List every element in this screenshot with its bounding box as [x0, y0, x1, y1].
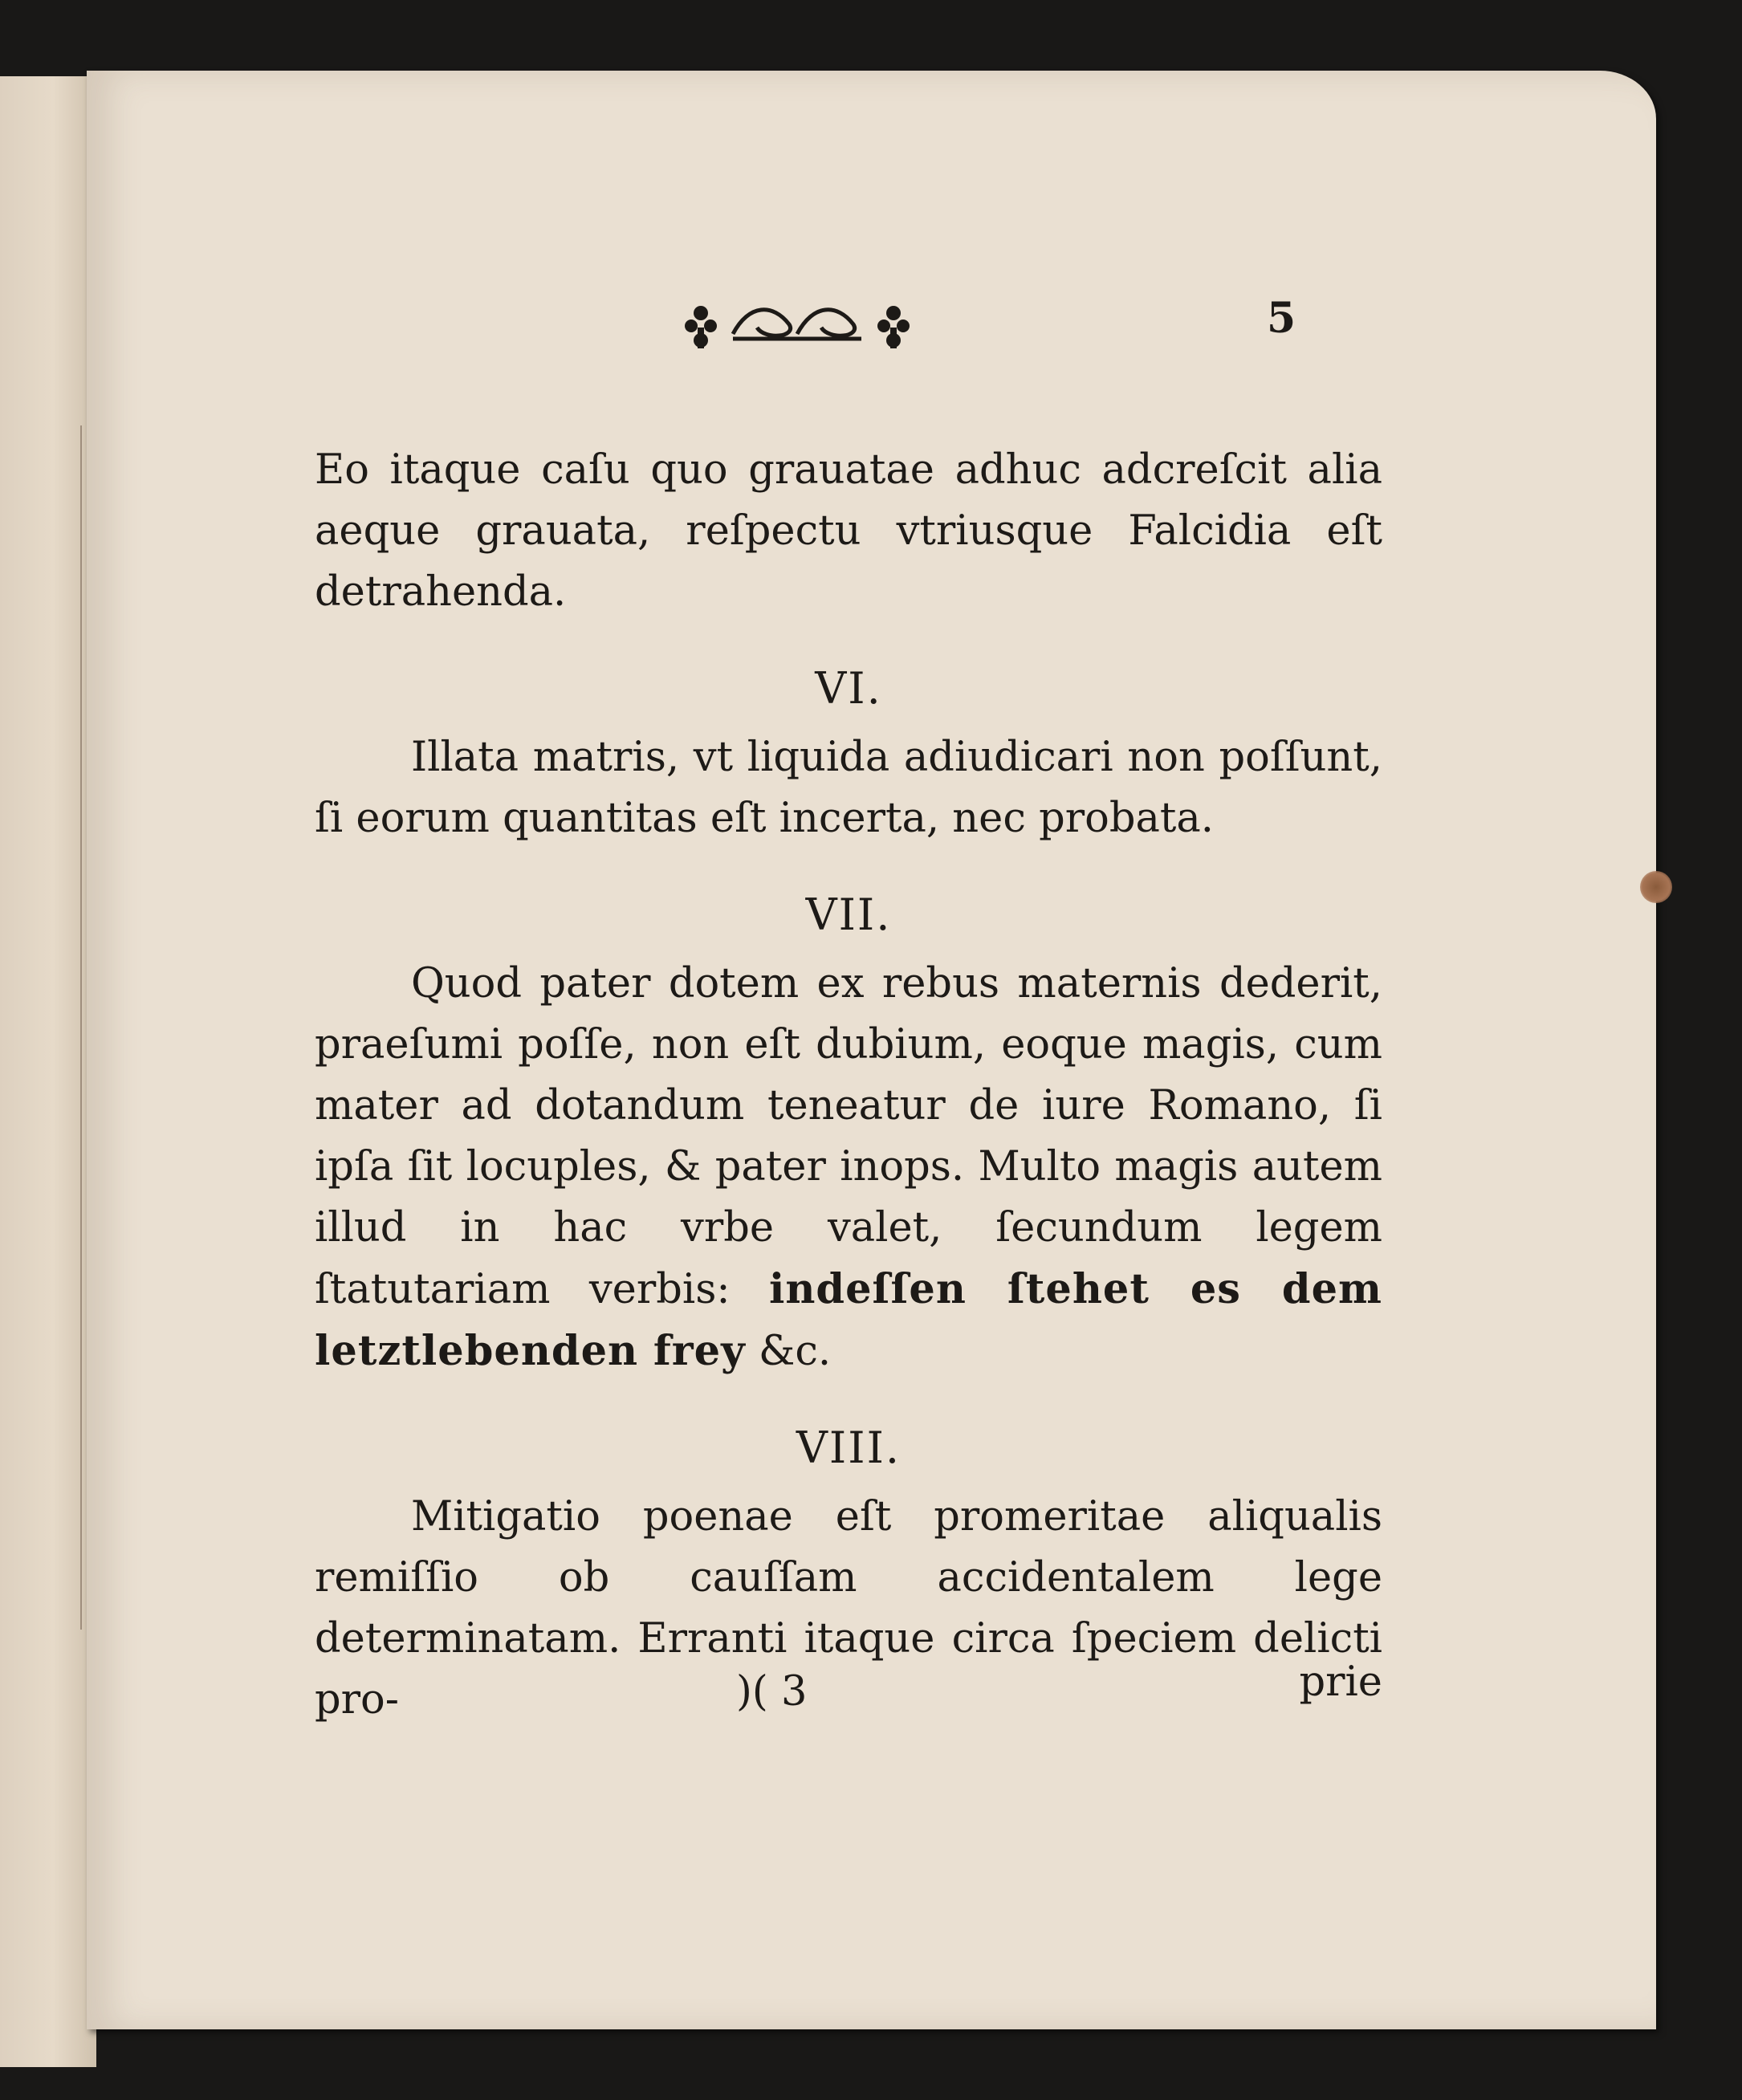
page-footer: [315, 1658, 1382, 1732]
text-body: [315, 440, 1382, 1731]
section-vii-text: [315, 954, 1382, 1382]
binding-edge: [80, 425, 82, 1630]
page-number: 5: [1267, 294, 1296, 343]
section-numeral-vi: VI.: [815, 663, 882, 714]
intro-paragraph: Eo itaque caſu quo grauatae adhuc adcreſcit alia aeque grauata, reſpectu vtriusque Falcidia eſt detrahenda.: [315, 446, 1382, 616]
signature-mark: )( 3: [736, 1668, 808, 1715]
section-vii-german-quote: indeſſen ſtehet es dem letztlebenden frey: [315, 1265, 1383, 1375]
section-vi-text: Illata matris, vt liquida adiudicari non poſſunt, ſi eorum quantitas eſt incerta, nec probata.: [315, 734, 1382, 842]
section-viii-text: Mitigatio poenae eſt promeritae aliqualis remiſſio ob cauſſam accidentalem lege determinatam. Erranti itaque circa ſpeciem delicti pro-: [315, 1493, 1382, 1724]
catchword: prie: [1299, 1658, 1382, 1706]
foxing-stain: [1640, 871, 1672, 903]
header-ornament-icon: [677, 295, 918, 353]
section-vii-etc: &c.: [758, 1328, 832, 1375]
facing-page-edge: [0, 76, 96, 2067]
section-numeral-viii: VIII.: [796, 1422, 902, 1473]
section-numeral-vii: VII.: [805, 889, 892, 940]
book-page: [87, 71, 1656, 2029]
section-vii-latin: Quod pater dotem ex rebus maternis dederit, praeſumi poſſe, non eſt dubium, eoque magis, cum mater ad dotandum teneatur de iure Romano, ſi ipſa ſit locuples, & pater inops. Multo magis autem illud in hac vrbe valet, ſecundum legem ſtatutariam verbis:: [315, 960, 1382, 1313]
